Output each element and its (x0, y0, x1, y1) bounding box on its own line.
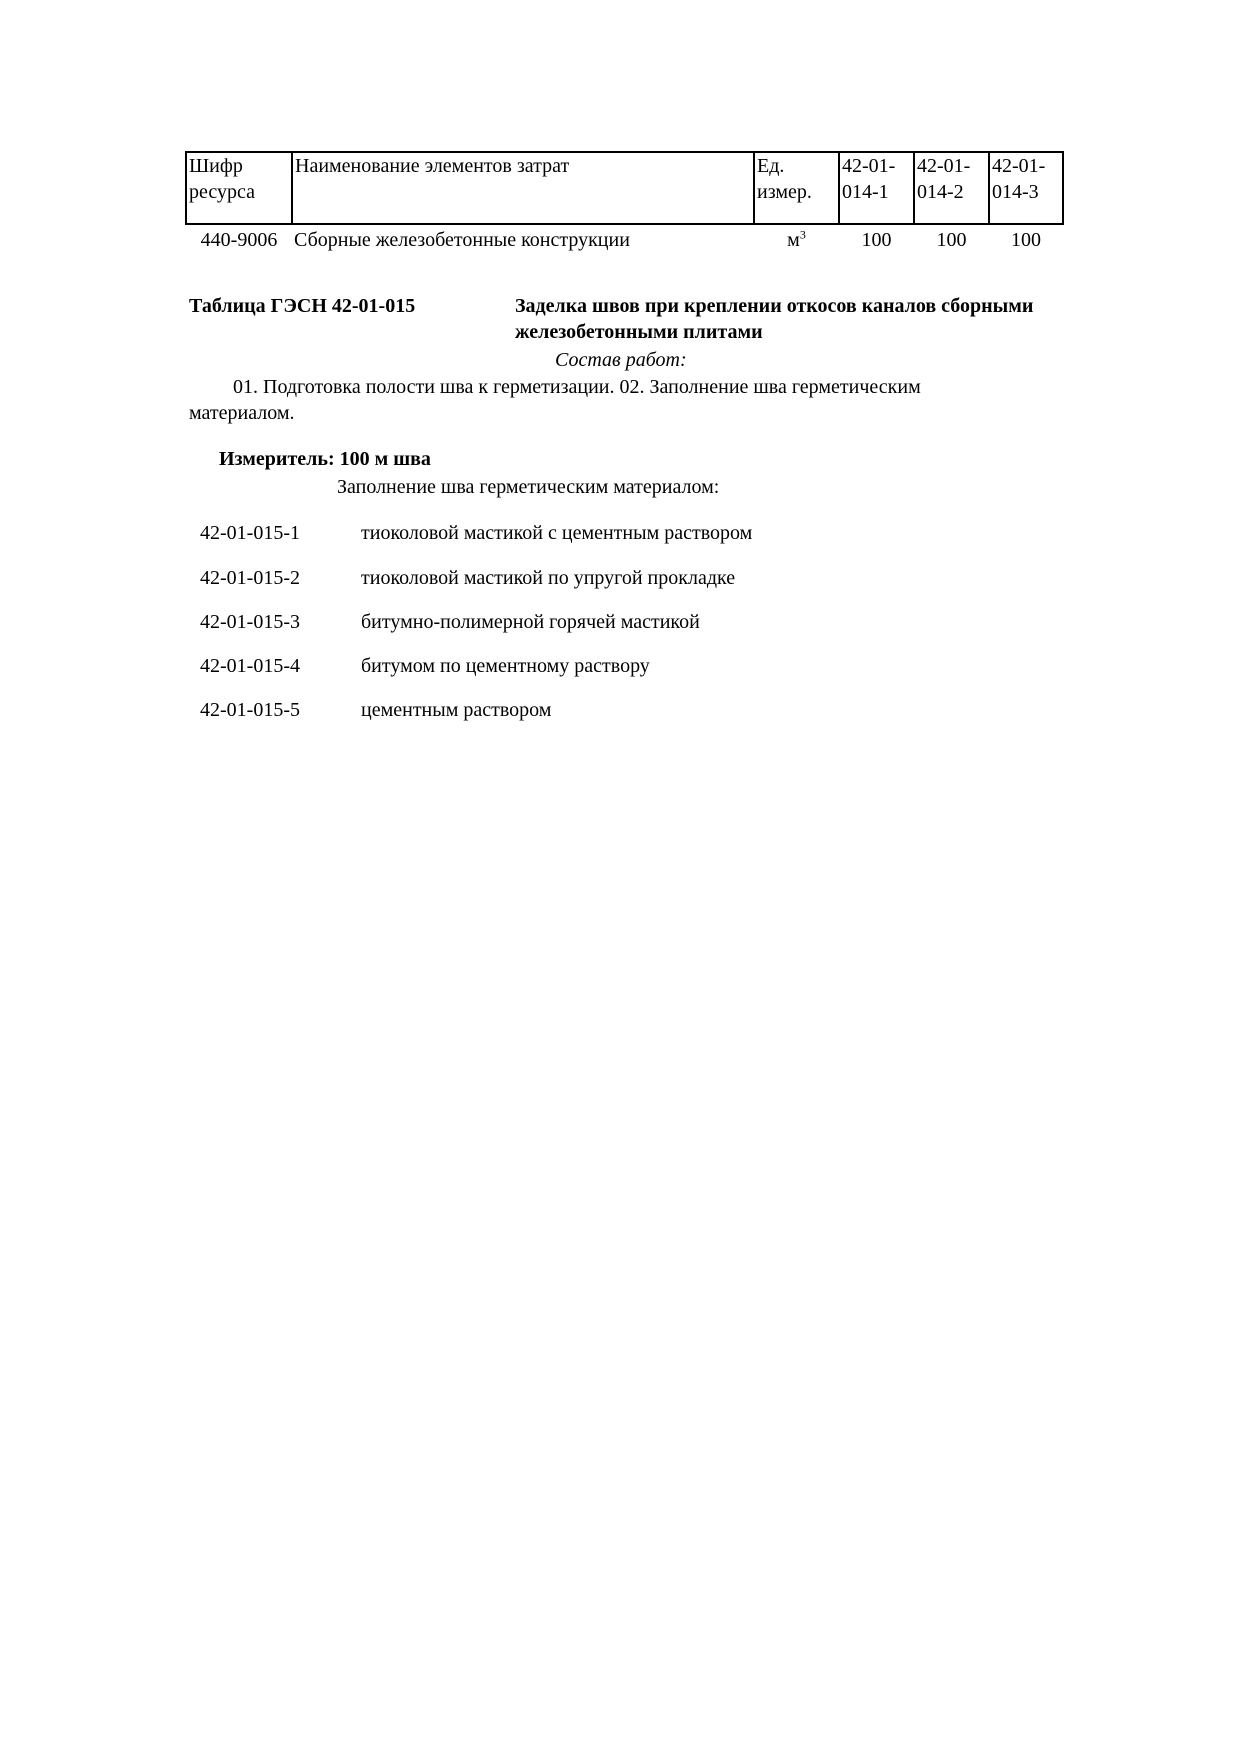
header-col2: 42-01-014-2 (914, 152, 989, 224)
item-desc: тиоколовой мастикой с цементным раствором (361, 522, 753, 544)
list-item (200, 565, 1100, 595)
list-item (200, 609, 1100, 639)
list-item (200, 653, 1100, 683)
resource-table (185, 151, 1064, 255)
row-unit-sup: 3 (799, 227, 806, 242)
header-name: Наименование элементов затрат (292, 152, 754, 224)
subheading: Заполнение шва герметическим материалом: (337, 476, 720, 498)
item-desc: битумом по цементному раствору (361, 655, 650, 677)
table-header-row (186, 152, 1063, 224)
composition-text-line1: 01. Подготовка полости шва к герметизации. 02. Заполнение шва герметическим (233, 376, 921, 398)
composition-heading: Состав работ: (555, 349, 687, 371)
section-title: Заделка швов при креплении откосов каналов сборными железобетонными плитами (515, 295, 1034, 343)
list-item (200, 697, 1100, 727)
item-desc: цементным раствором (361, 699, 552, 721)
item-code: 42-01-015-1 (200, 522, 300, 544)
header-unit: Ед. измер. (754, 152, 839, 224)
item-code: 42-01-015-3 (200, 611, 300, 633)
item-code: 42-01-015-4 (200, 655, 300, 677)
row-unit (754, 224, 839, 255)
row-code: 440-9006 (200, 229, 278, 251)
row-value-2: 100 (936, 229, 967, 251)
item-code: 42-01-015-5 (200, 699, 300, 721)
header-code: Шифр ресурса (186, 152, 292, 224)
item-desc: битумно-полимерной горячей мастикой (361, 611, 700, 633)
table-row (186, 224, 1063, 255)
item-desc: тиоколовой мастикой по упругой прокладке (361, 567, 736, 589)
header-col3: 42-01-014-3 (989, 152, 1063, 224)
item-code: 42-01-015-2 (200, 567, 300, 589)
list-item (200, 520, 1100, 550)
composition-text-line2: материалом. (189, 402, 295, 424)
meter-label: Измеритель: 100 м шва (219, 448, 431, 470)
row-value-3: 100 (1011, 229, 1041, 251)
table-label: Таблица ГЭСН 42-01-015 (189, 295, 416, 317)
header-col1: 42-01-014-1 (839, 152, 914, 224)
row-unit-base: м (787, 229, 800, 251)
row-value-1: 100 (861, 229, 892, 251)
row-name: Сборные железобетонные конструкции (294, 229, 630, 251)
